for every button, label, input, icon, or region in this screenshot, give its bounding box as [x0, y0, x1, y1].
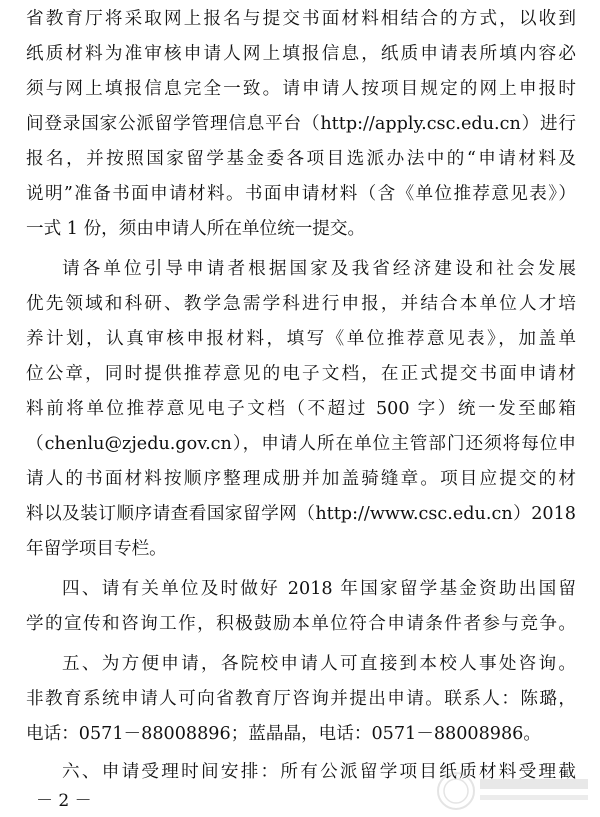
text-line: 电话：0571－88008896；蓝晶晶，电话：0571－88008986。	[26, 724, 541, 744]
watermark-seal-icon	[434, 769, 594, 813]
page-number: － 2 －	[36, 791, 92, 811]
text-line: 非教育系统申请人可向省教育厅咨询并提出申请。联系人：陈璐，	[26, 689, 576, 709]
text-line: 料以及装订顺序请查看国家留学网（http://www.csc.edu.cn）2018	[26, 504, 576, 524]
text-line: 请人的书面材料按顺序整理成册并加盖骑缝章。项目应提交的材	[26, 469, 576, 489]
text-line: 说明”准备书面申请材料。书面申请材料（含《单位推荐意见表》）	[26, 184, 576, 204]
text-line: 须与网上填报信息完全一致。请申请人按项目规定的网上申报时	[26, 79, 576, 99]
text-line: 料前将单位推荐意见电子文档（不超过 500 字）统一发至邮箱	[26, 399, 576, 419]
text-line: 养计划，认真审核申报材料，填写《单位推荐意见表》，加盖单	[26, 329, 576, 349]
text-line: 五、为方便申请，各院校申请人可直接到本校人事处咨询。	[62, 654, 576, 674]
text-line: 优先领域和科研、教学急需学科进行申报，并结合本单位人才培	[26, 294, 576, 314]
text-line: 位公章，同时提供推荐意见的电子文档，在正式提交书面申请材	[26, 364, 576, 384]
text-line: 一式 1 份，须由申请人所在单位统一提交。	[26, 219, 366, 239]
text-line: 省教育厅将采取网上报名与提交书面材料相结合的方式，以收到	[26, 9, 576, 29]
text-line: 年留学项目专栏。	[26, 539, 167, 559]
text-line: 报名，并按照国家留学基金委各项目选派办法中的“申请材料及	[26, 149, 576, 169]
text-line: 纸质材料为准审核申请人网上填报信息，纸质申请表所填内容必	[26, 44, 576, 64]
text-line: 六、申请受理时间安排：所有公派留学项目纸质材料受理截	[62, 762, 576, 782]
text-line: （chenlu@zjedu.gov.cn），申请人所在单位主管部门还须将每位申	[26, 434, 576, 454]
text-line: 间登录国家公派留学管理信息平台（http://apply.csc.edu.cn）进行	[26, 114, 576, 134]
text-line: 四、请有关单位及时做好 2018 年国家留学基金资助出国留	[62, 579, 576, 599]
text-line: 请各单位引导申请者根据国家及我省经济建设和社会发展	[62, 259, 576, 279]
text-line: 学的宣传和咨询工作，积极鼓励本单位符合申请条件者参与竞争。	[26, 614, 576, 634]
